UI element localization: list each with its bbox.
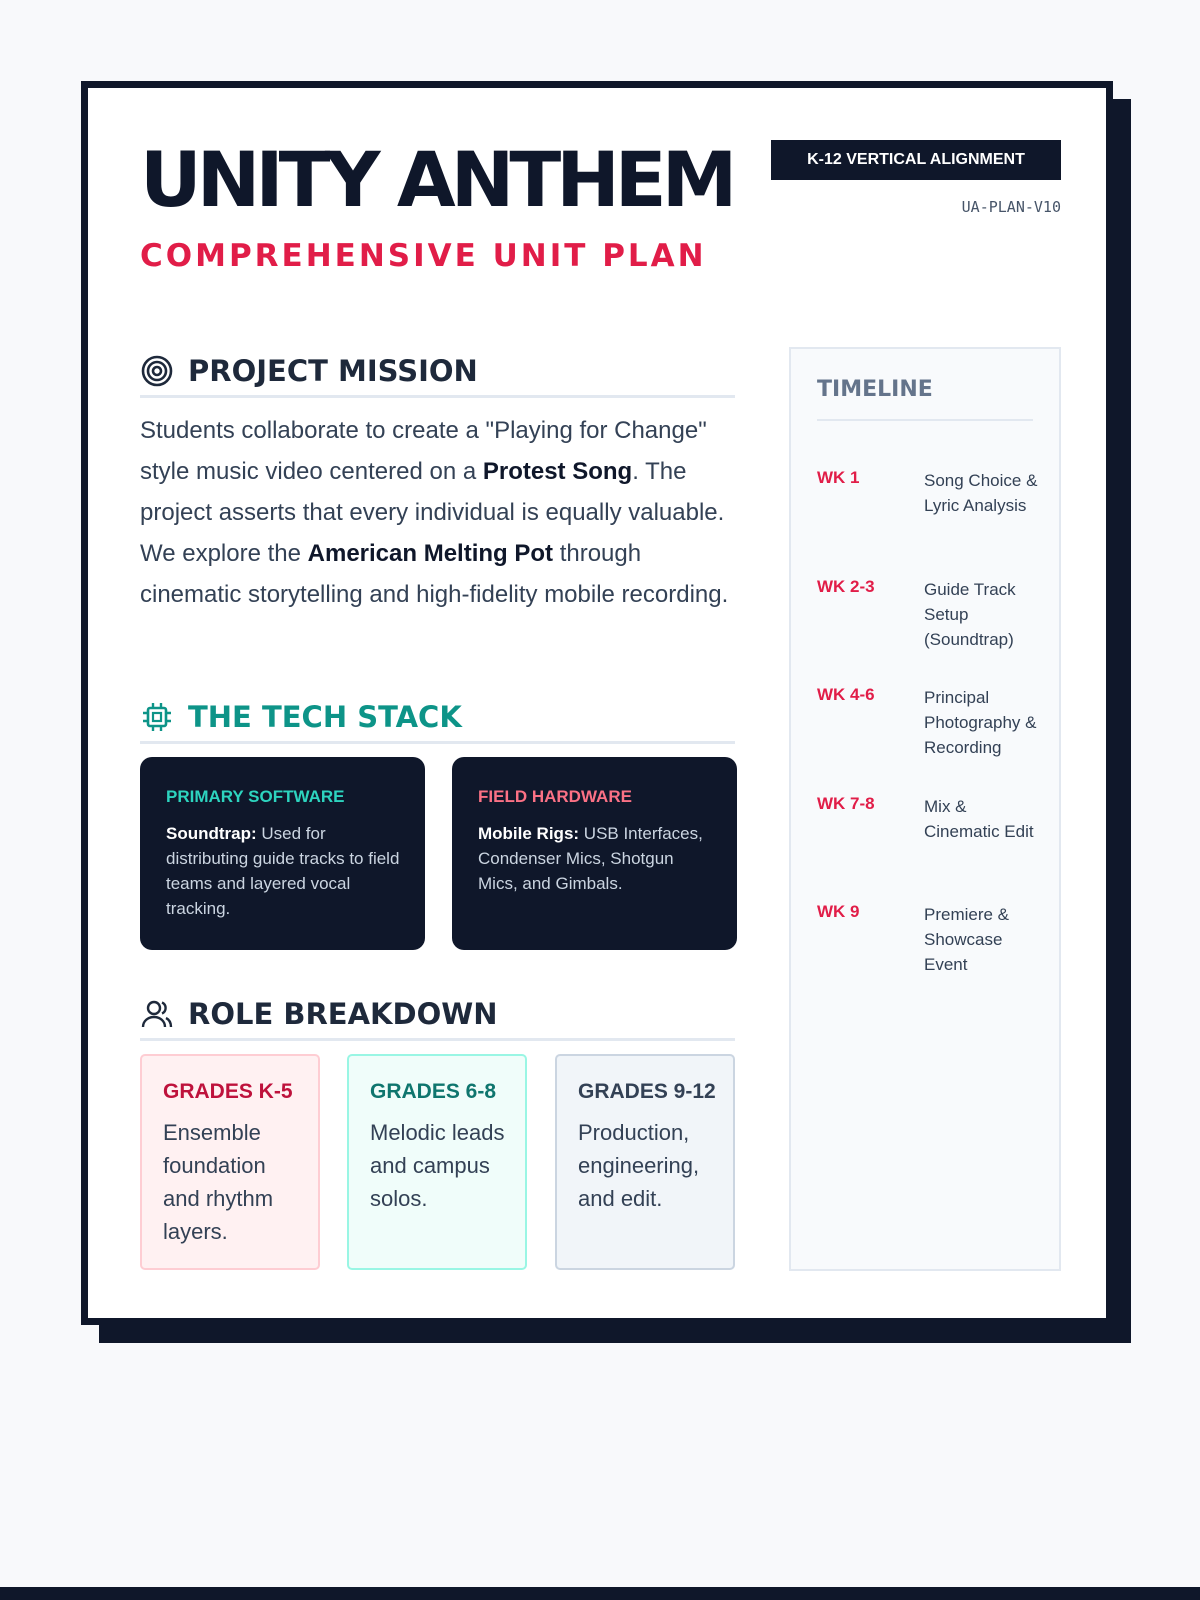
page-subtitle: COMPREHENSIVE UNIT PLAN	[140, 238, 707, 274]
roles-section-header	[140, 989, 735, 1041]
role-description: Melodic leads and campus solos.	[370, 1120, 505, 1211]
mission-highlight-protest-song: Protest Song	[482, 458, 633, 485]
tech-card-body	[478, 821, 715, 896]
mission-text	[140, 410, 740, 615]
timeline-task: Principal Photography & Recording	[924, 688, 1037, 757]
role-grade: GRADES 9-12	[578, 1080, 716, 1103]
timeline-task: Mix & Cinematic Edit	[924, 797, 1034, 841]
bottom-rule	[0, 1587, 1200, 1600]
role-card-k5	[140, 1054, 320, 1270]
timeline-week: WK 2-3	[817, 577, 875, 596]
tech-card-software	[140, 757, 425, 950]
mission-text-part: Students collaborate to create a "Playing for Change" style music video centered on a	[140, 417, 707, 485]
timeline-task: Premiere & Showcase Event	[924, 905, 1010, 974]
timeline-week: WK 1	[817, 468, 860, 487]
timeline-task: Guide Track Setup (Soundtrap)	[924, 580, 1016, 649]
mission-section-header	[140, 346, 735, 398]
mission-highlight-melting-pot: American Melting Pot	[307, 540, 554, 567]
tech-heading: THE TECH STACK	[188, 699, 462, 734]
mission-heading: PROJECT MISSION	[188, 353, 478, 388]
role-grade: GRADES 6-8	[370, 1080, 497, 1103]
tech-card-description: Used for distributing guide tracks to field teams and layered vocal tracking.	[166, 824, 400, 918]
role-grade: GRADES K-5	[163, 1080, 293, 1103]
chip-icon	[140, 700, 174, 734]
tech-card-item: Mobile Rigs:	[478, 824, 580, 843]
role-description: Production, engineering, and edit.	[578, 1120, 700, 1211]
timeline-task: Song Choice & Lyric Analysis	[924, 471, 1038, 515]
tech-card-description: USB Interfaces, Condenser Mics, Shotgun Mics, and Gimbals.	[478, 824, 703, 893]
tech-card-body	[166, 821, 403, 921]
timeline-panel	[789, 347, 1061, 1271]
tech-card-hardware	[452, 757, 737, 950]
role-description: Ensemble foundation and rhythm layers.	[163, 1120, 274, 1244]
timeline-week: WK 7-8	[817, 794, 875, 813]
tech-card-label: PRIMARY SOFTWARE	[166, 787, 345, 806]
roles-heading: ROLE BREAKDOWN	[188, 996, 498, 1031]
mission-text-part: . The project asserts that every individual is equally valuable. We explore the	[140, 458, 725, 567]
alignment-badge: K-12 VERTICAL ALIGNMENT	[771, 140, 1061, 180]
timeline-title: TIMELINE	[817, 377, 1033, 421]
role-card-6-8	[347, 1054, 527, 1270]
mission-text-part: through cinematic storytelling and high-fidelity mobile recording.	[140, 540, 729, 608]
tech-section-header	[140, 692, 735, 744]
target-icon	[140, 354, 174, 388]
document-code: UA-PLAN-V10	[961, 198, 1061, 216]
tech-card-item: Soundtrap:	[166, 824, 257, 843]
tech-card-label: FIELD HARDWARE	[478, 787, 632, 806]
timeline-week: WK 4-6	[817, 685, 875, 704]
users-icon	[140, 997, 174, 1031]
timeline-week: WK 9	[817, 902, 860, 921]
role-card-9-12	[555, 1054, 735, 1270]
page-title: UNITY ANTHEM	[140, 135, 733, 224]
